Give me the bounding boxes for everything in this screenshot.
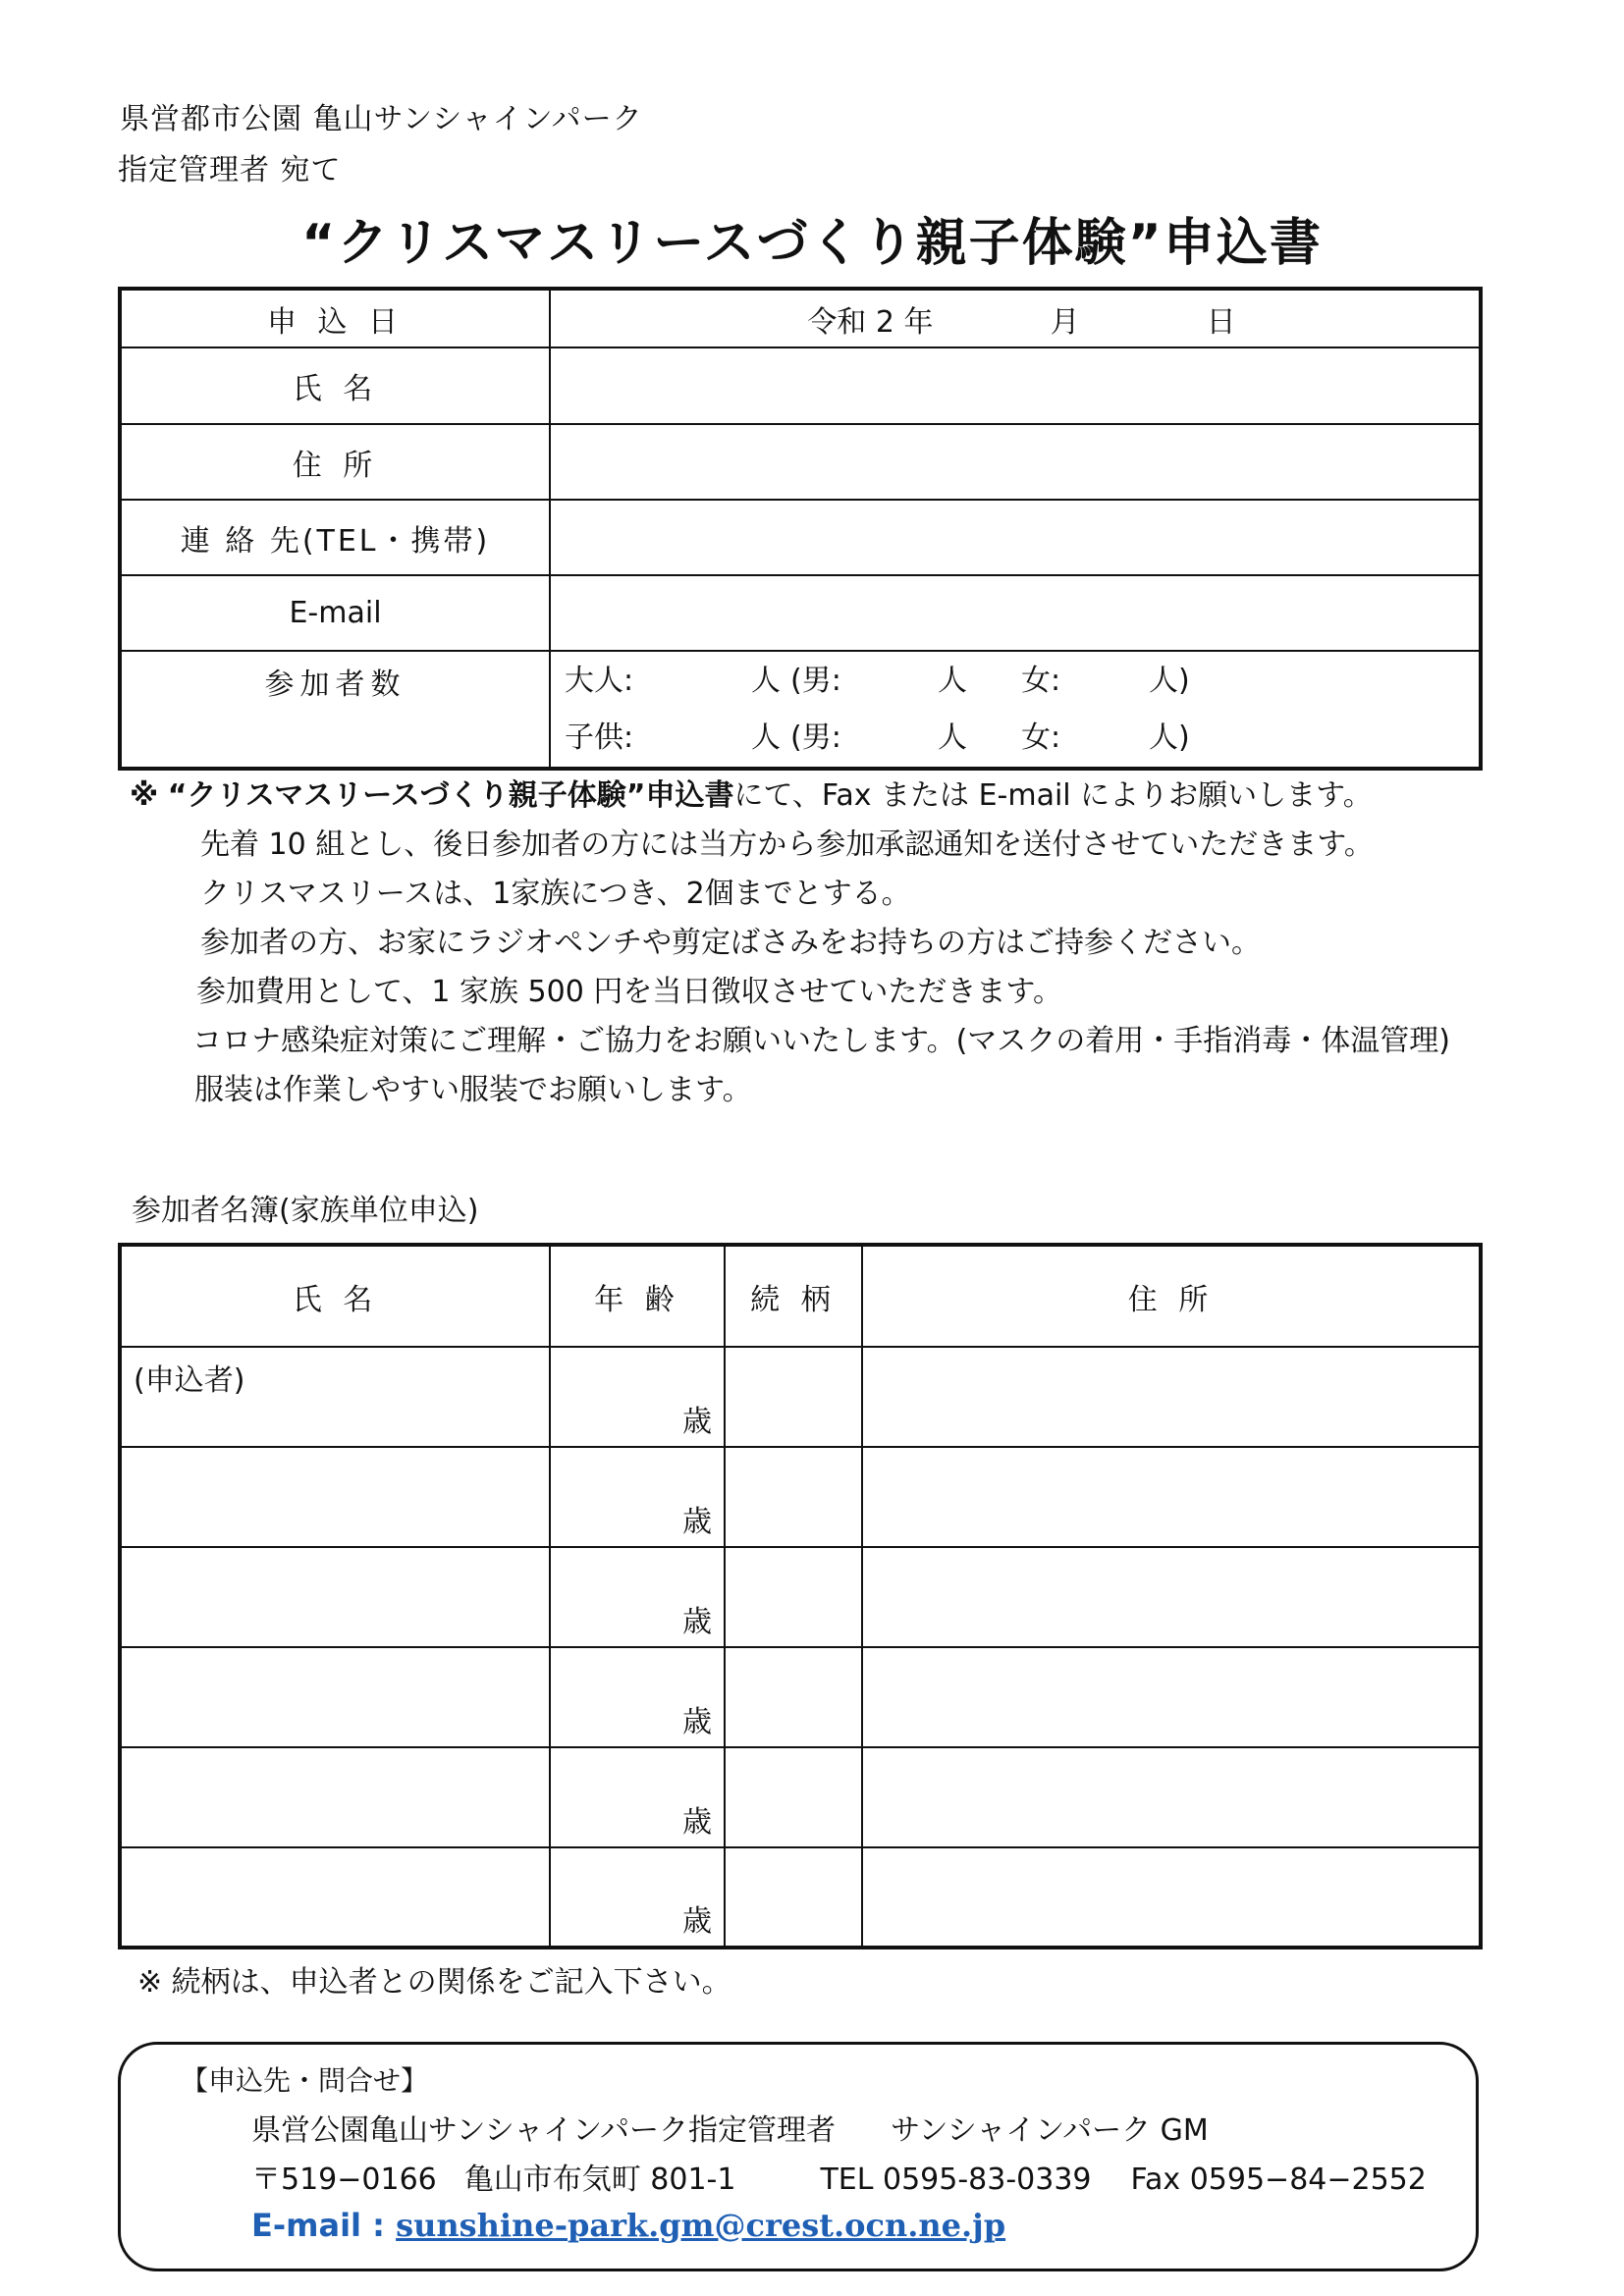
note-line: クリスマスリースは、1家族につき、2個までとする。 <box>200 877 911 911</box>
note-line: 参加者の方、お家にラジオペンチや剪定ばさみをお持ちの方はご持参ください。 <box>200 926 1261 960</box>
roster-relation-cell[interactable] <box>725 1347 862 1447</box>
roster-relation-cell[interactable] <box>725 1747 862 1847</box>
address-label: 住 所 <box>120 424 550 500</box>
roster-address-cell[interactable] <box>862 1347 1481 1447</box>
roster-caption: 参加者名簿(家族単位申込) <box>132 1194 479 1228</box>
date-month: 月 <box>1050 304 1080 340</box>
table-row <box>120 1847 1481 1948</box>
roster-header-age: 年 齢 <box>550 1245 725 1347</box>
application-form <box>118 287 1483 771</box>
children-row: 子供: 人 (男: 人 女: 人) <box>565 720 1190 755</box>
roster-address-cell[interactable] <box>862 1747 1481 1847</box>
contact-heading: 【申込先・問合せ】 <box>181 2064 429 2097</box>
table-row <box>120 1747 1481 1847</box>
tel-number: TEL 0595-83-0339 <box>820 2163 1092 2197</box>
name-field[interactable] <box>550 347 1481 424</box>
contact-label: 連 絡 先(TEL・携帯) <box>120 500 550 575</box>
date-era: 令和 2 年 <box>807 304 934 340</box>
postal-code: 〒519−0166 <box>251 2163 437 2197</box>
roster-address-cell[interactable] <box>862 1847 1481 1948</box>
recipient-line-2: 指定管理者 宛て <box>118 153 342 187</box>
contact-email <box>251 2207 1005 2244</box>
participants-field[interactable] <box>550 651 1481 769</box>
roster-address-cell[interactable] <box>862 1647 1481 1747</box>
roster-name-cell[interactable] <box>120 1647 550 1747</box>
roster-name-cell[interactable] <box>120 1747 550 1847</box>
roster-header-row <box>120 1245 1481 1347</box>
email-link[interactable]: sunshine-park.gm@crest.ocn.ne.jp <box>396 2207 1006 2244</box>
street-address: 亀山市布気町 801-1 <box>463 2163 736 2197</box>
note-line: 服装は作業しやすい服装でお願いします。 <box>194 1073 752 1107</box>
applicant-tag: (申込者) <box>134 1363 245 1398</box>
contact-organization: 県営公園亀山サンシャインパーク指定管理者 サンシャインパーク GM <box>251 2113 1209 2148</box>
table-row <box>120 1547 1481 1647</box>
roster-address-cell[interactable] <box>862 1547 1481 1647</box>
contact-org-short: サンシャインパーク GM <box>891 2113 1209 2148</box>
note-line: コロナ感染症対策にご理解・ご協力をお願いいたします。(マスクの着用・手指消毒・体温管理) <box>192 1024 1451 1058</box>
roster-address-cell[interactable] <box>862 1447 1481 1547</box>
date-label: 申 込 日 <box>120 289 550 347</box>
email-label-text: E-mail : <box>251 2207 385 2244</box>
table-row <box>120 1347 1481 1447</box>
roster-relation-cell[interactable] <box>725 1447 862 1547</box>
note-line: 先着 10 組とし、後日参加者の方には当方から参加承認通知を送付させていただきます。 <box>200 828 1374 862</box>
date-day: 日 <box>1206 304 1236 340</box>
name-label: 氏 名 <box>120 347 550 424</box>
table-row <box>120 1447 1481 1547</box>
participant-roster <box>118 1243 1483 1949</box>
fax-number: Fax 0595−84−2552 <box>1130 2163 1427 2197</box>
contact-address <box>251 2155 1427 2198</box>
roster-relation-cell[interactable] <box>725 1847 862 1948</box>
roster-age-cell[interactable]: 歳 <box>550 1847 725 1948</box>
note-line: 参加費用として、1 家族 500 円を当日徴収させていただきます。 <box>196 975 1062 1009</box>
table-row <box>120 1647 1481 1747</box>
participants-label: 参加者数 <box>120 651 550 769</box>
roster-age-cell[interactable]: 歳 <box>550 1647 725 1747</box>
note-lead: ※ “クリスマスリースづくり親子体験”申込書にて、Fax または E-mail によりお願いします。 <box>130 778 1373 813</box>
page-title: “クリスマスリースづくり親子体験”申込書 <box>301 214 1323 273</box>
email-label: E-mail <box>120 575 550 651</box>
email-field[interactable] <box>550 575 1481 651</box>
adults-row: 大人: 人 (男: 人 女: 人) <box>565 663 1190 698</box>
recipient-line-1: 県営都市公園 亀山サンシャインパーク <box>120 102 643 136</box>
roster-header-address: 住 所 <box>862 1245 1481 1347</box>
roster-header-name: 氏 名 <box>120 1245 550 1347</box>
roster-age-cell[interactable]: 歳 <box>550 1447 725 1547</box>
roster-name-cell[interactable] <box>120 1547 550 1647</box>
roster-header-relation: 続 柄 <box>725 1245 862 1347</box>
roster-relation-cell[interactable] <box>725 1547 862 1647</box>
roster-age-cell[interactable]: 歳 <box>550 1347 725 1447</box>
notes <box>130 772 1524 1115</box>
relation-note: ※ 続柄は、申込者との関係をご記入下さい。 <box>137 1965 731 2000</box>
roster-name-cell[interactable] <box>120 1347 550 1447</box>
roster-age-cell[interactable]: 歳 <box>550 1547 725 1647</box>
address-field[interactable] <box>550 424 1481 500</box>
contact-field[interactable] <box>550 500 1481 575</box>
roster-name-cell[interactable] <box>120 1847 550 1948</box>
date-field[interactable] <box>550 289 1481 347</box>
roster-name-cell[interactable] <box>120 1447 550 1547</box>
roster-relation-cell[interactable] <box>725 1647 862 1747</box>
roster-age-cell[interactable]: 歳 <box>550 1747 725 1847</box>
